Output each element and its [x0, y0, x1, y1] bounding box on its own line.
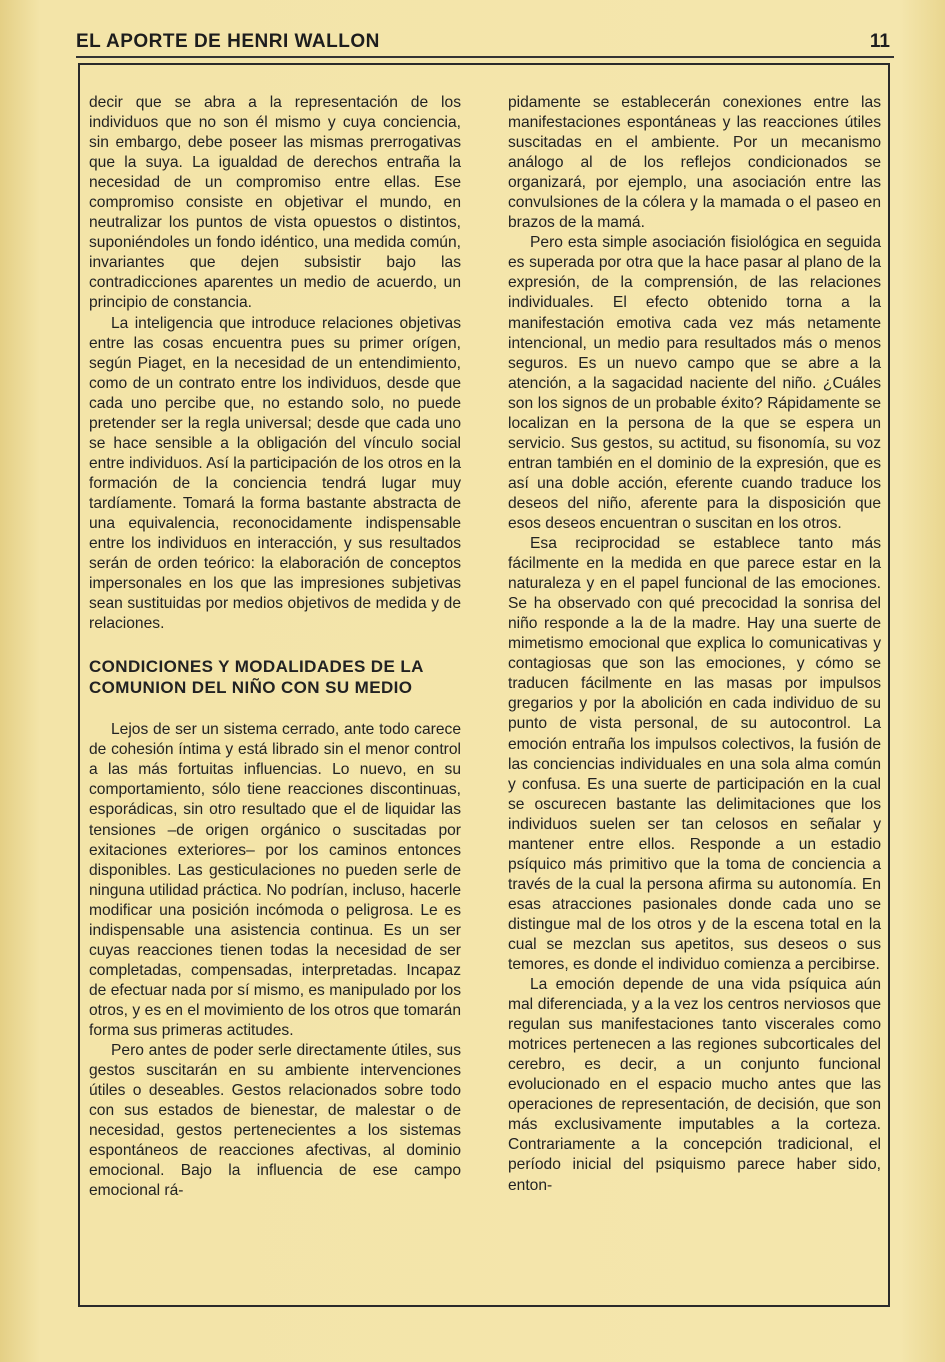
paragraph: La inteligencia que introduce relaciones objetivas entre las cosas encuentra pues su primer orígen, según Piaget, en la necesidad de un entendimiento, como de un contrato entre los individuos, desde que cada uno percibe que, no estando solo, no puede pretender ser la regla universal; desde que cada uno se hace sensible a la obligación del vínculo social entre individuos. Así la participación de los otros en la formación de la conciencia tendrá lugar muy tardíamente. Tomará la forma bastante abstracta de una equivalencia, reconocidamente indispensable entre los individuos en interacción, y sus resultados serán de orden teórico: la elaboración de conceptos impersonales en los que las impresiones subjetivas sean sustituidas por medios objetivos de medida y de relaciones.: [89, 314, 461, 633]
paragraph: Esa reciprocidad se establece tanto más fácilmente en la medida en que parece estar en la naturaleza y en el papel funcional de las emociones. Se ha observado con qué precocidad la sonrisa del niño responde a la de la madre. Hay una suerte de mimetismo emocional que explica lo comunicativas y contagiosas que son las emociones, y cómo se traducen fácilmente en las masas por impulsos gregarios y por la abolición en cada individuo de su punto de vista personal, de su autocontrol. La emoción entraña los impulsos colectivos, la fusión de las conciencias individuales en una sola alma común y confusa. Es una suerte de participación en la cual se oscurecen bastante las delimitaciones que los individuos suelen ser tan celosos en señalar y mantener entre ellos. Responde a un estadio psíquico más primitivo que la toma de conciencia a través de la cual la persona afirma su autonomía. En esas atracciones pasionales donde cada uno se distingue mal de los otros y de la escena total en la cual se mezclan sus apetitos, sus deseos o sus temores, es donde el individuo comienza a percibirse.: [508, 535, 881, 974]
page-header: [76, 28, 894, 58]
running-title: EL APORTE DE HENRI WALLON: [76, 31, 380, 52]
paragraph: Lejos de ser un sistema cerrado, ante todo carece de cohesión íntima y está librado sin el menor control a las más fortuitas influencias. Lo nuevo, en su comportamiento, sólo tiene reacciones discontinuas, esporádicas, sin otro resultado que el de liquidar las tensiones –de origen orgánico o suscitadas por exitaciones exteriores– por los caminos entonces disponibles. Las gesticulaciones no pueden serle de ninguna utilidad práctica. No podrían, incluso, hacerle modificar una posición incómoda o peligrosa. Le es indispensable una asistencia continua. Es un ser cuyas reacciones tienen todas la necesidad de ser completadas, compensadas, interpretadas. Incapaz de efectuar nada por sí mismo, es manipulado por los otros, y es en el movimiento de los otros que tomarán forma sus primeras actitudes.: [89, 721, 461, 1039]
section-heading: CONDICIONES Y MODALIDADES DE LA COMUNION DEL NIÑO CON SU MEDIO: [89, 657, 424, 698]
right-column: [508, 93, 881, 1196]
page-number: 11: [869, 31, 890, 52]
header-rule: [76, 56, 894, 58]
paragraph: Pero antes de poder serle directamente útiles, sus gestos suscitarán en su ambiente intervenciones útiles o deseables. Gestos relacionados sobre todo con sus estados de bienestar, de malestar o de necesidad, gestos pertenecientes a los sistemas espontáneos de reacciones afectivas, al dominio emocional. Bajo la influencia de ese campo emocional rá-: [89, 1042, 461, 1200]
paragraph: pidamente se establecerán conexiones entre las manifestaciones espontáneas y las reacciones útiles suscitadas en el ambiente. Por un mecanismo análogo al de los reflejos condicionados se organizará, por ejemplo, una asociación entre las convulsiones de la cólera y la mamada o el paseo en brazos de la mamá.: [508, 94, 881, 232]
paragraph: Pero esta simple asociación fisiológica en seguida es superada por otra que la hace pasar al plano de la expresión, de la comprensión, de las relaciones individuales. El efecto obtenido torna a la manifestación emotiva cada vez más netamente intencional, un medio para resultados más o menos seguros. Es un nuevo campo que se abre a la atención, a la sagacidad naciente del niño. ¿Cuáles son los signos de un probable éxito? Rápidamente se localizan en la persona de la que se espera un servicio. Sus gestos, su actitud, su fisonomía, su voz entran también en el dominio de la expresión, que es así una doble acción, eferente cuando traduce los deseos del niño, aferente para la disposición que esos deseos encuentran o suscitan en los otros.: [508, 234, 881, 532]
paragraph: decir que se abra a la representación de los individuos que no son él mismo y cuya conciencia, sin embargo, debe poseer las mismas prerrogativas que la suya. La igualdad de derechos entraña la necesidad de un compromiso entre ellas. Ese compromiso consiste en objetivar el mundo, en neutralizar los puntos de vista opuestos o distintos, suponiéndoles un fondo idéntico, una medida común, invariantes que dejen subsistir bajo las contradicciones aparentes un medio de acuerdo, un principio de constancia.: [89, 94, 461, 312]
left-column: [89, 93, 461, 1201]
paragraph: La emoción depende de una vida psíquica aún mal diferenciada, y a la vez los centros nerviosos que regulan sus manifestaciones tanto viscerales como motrices pertenecen a las regiones subcorticales del cerebro, es decir, a un conjunto funcional evolucionado en el espacio mucho antes que las operaciones de representación, de decisión, que son más exclusivamente imputables a la corteza. Contrariamente a la concepción tradicional, el período inicial del psiquismo parece haber sido, enton-: [508, 976, 881, 1194]
